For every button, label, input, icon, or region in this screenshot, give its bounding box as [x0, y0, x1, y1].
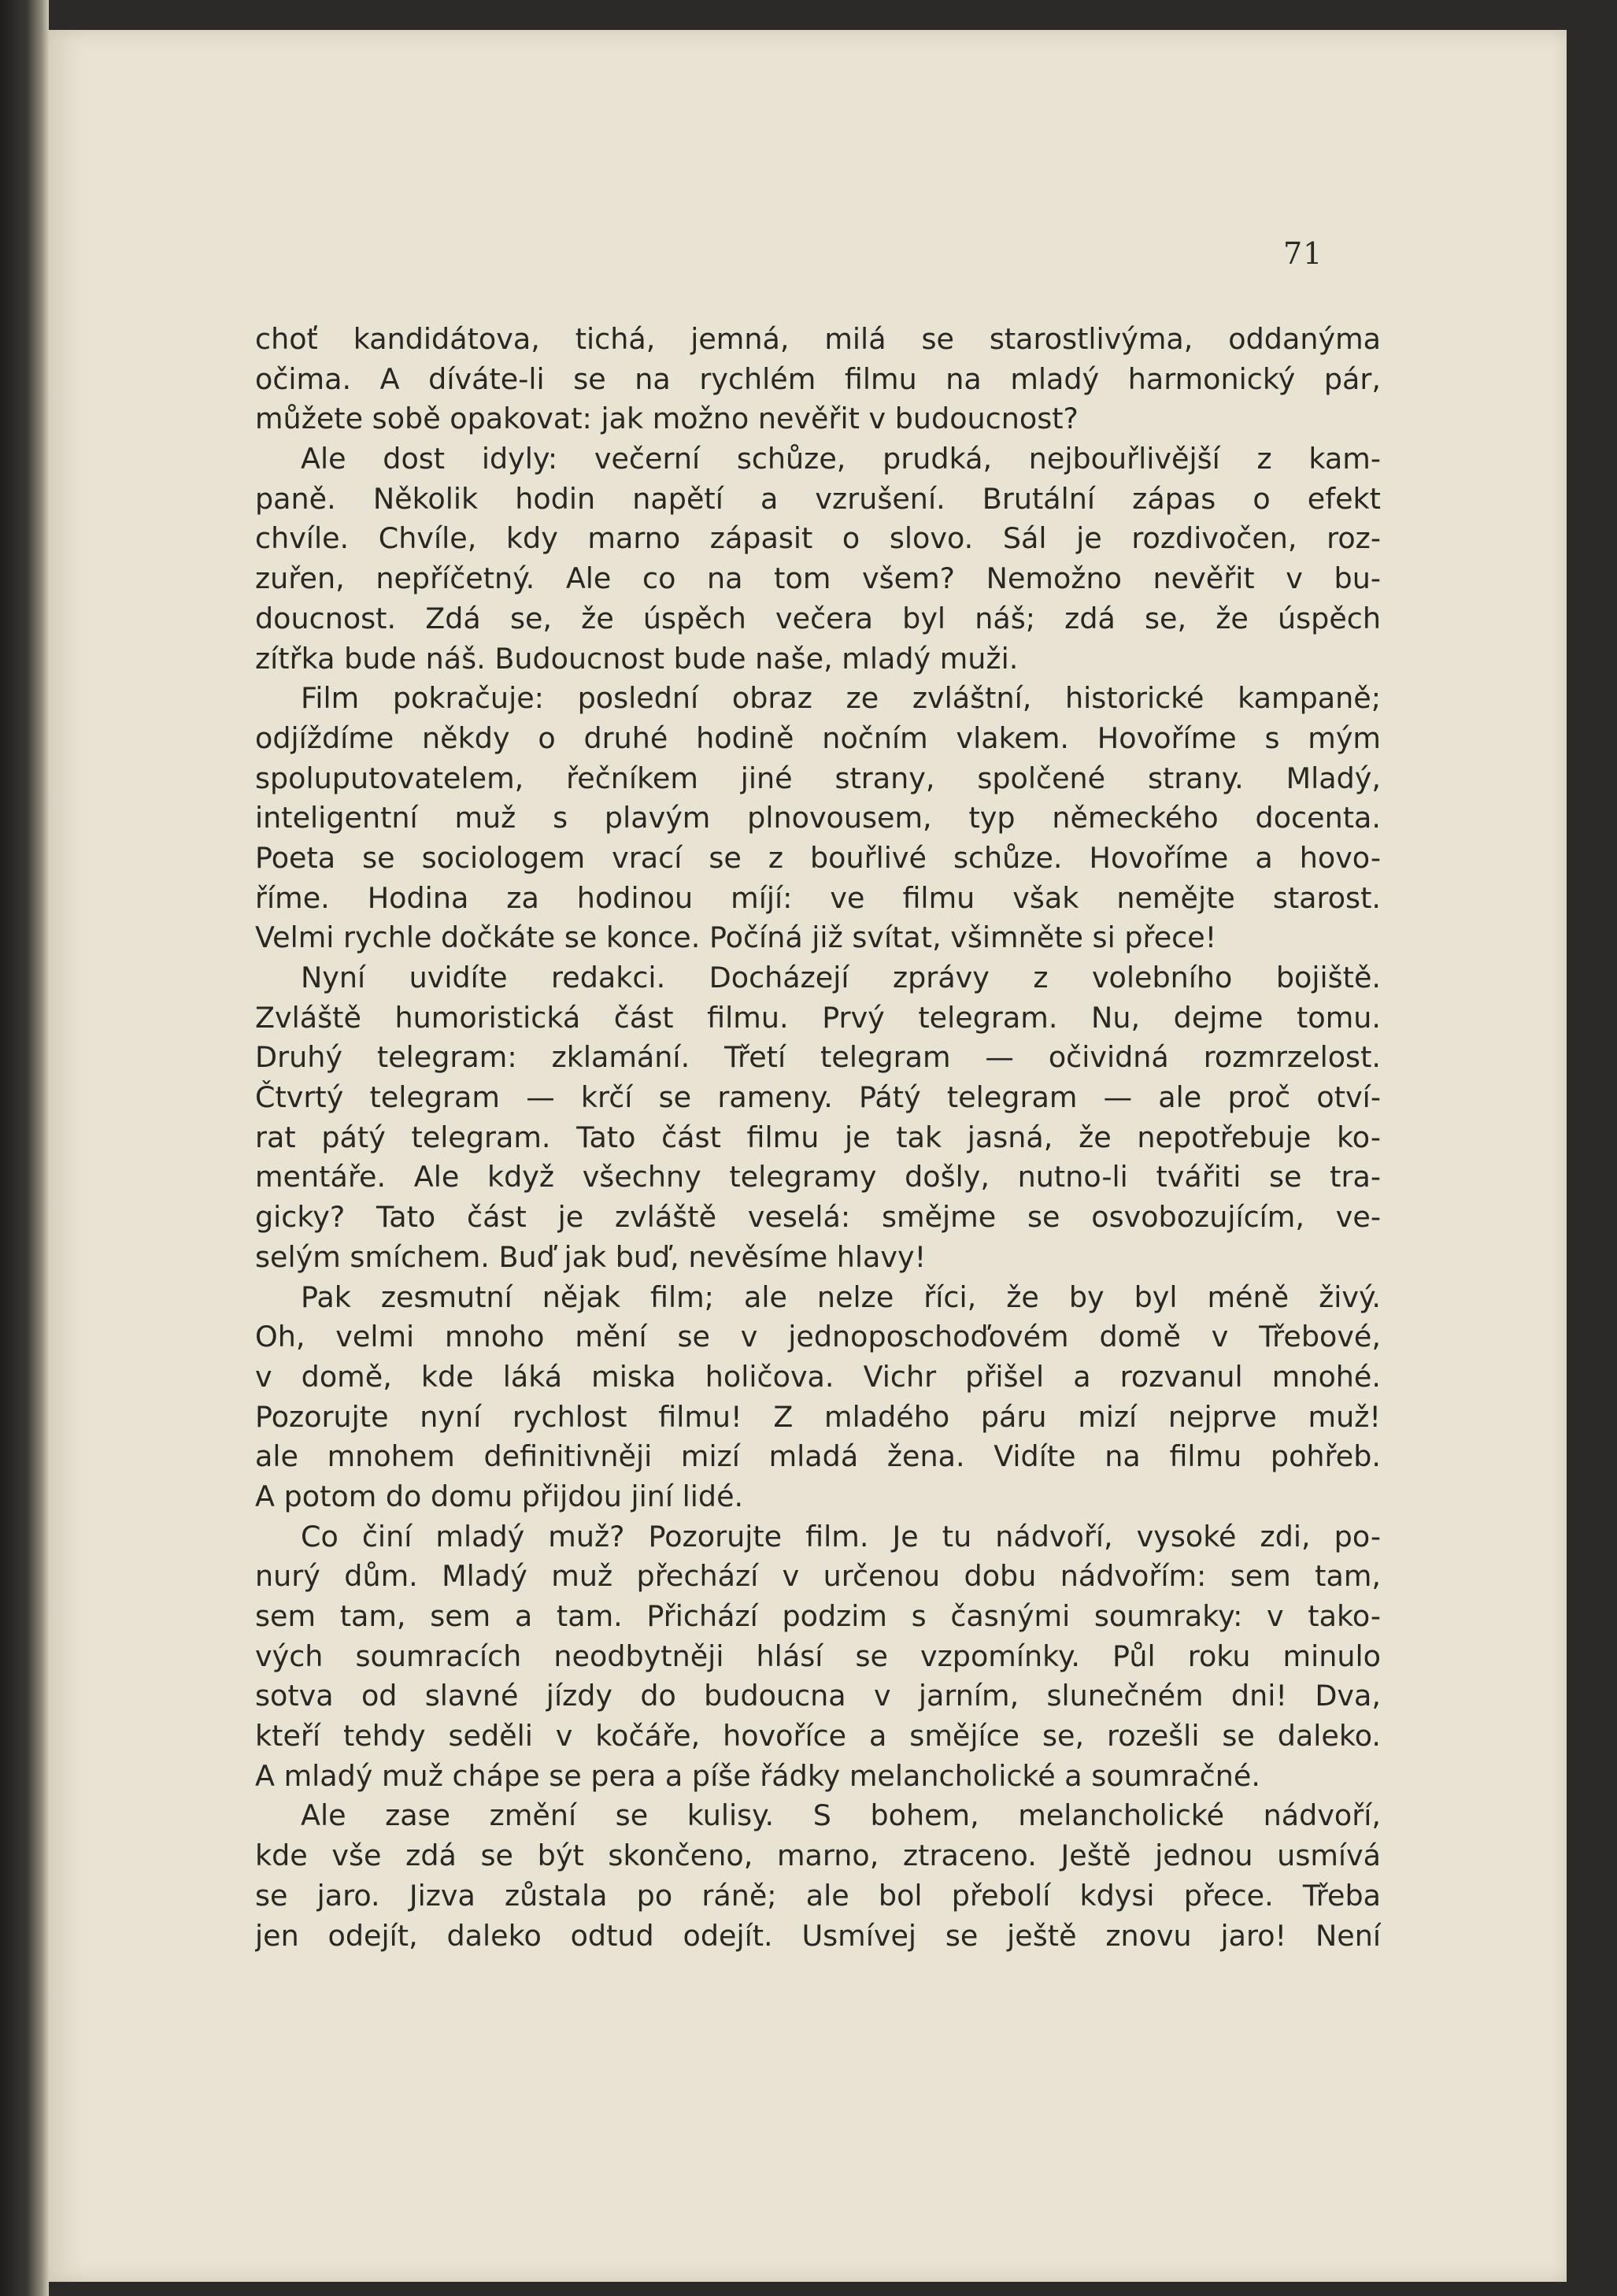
text-line: Film pokračuje: poslední obraz ze zvláštní, historické kampaně; — [301, 681, 1381, 716]
text-line: chvíle. Chvíle, kdy marno zápasit o slovo. Sál je rozdivočen, roz- — [255, 521, 1381, 556]
text-line: nurý dům. Mladý muž přechází v určenou dobu nádvořím: sem tam, — [255, 1559, 1381, 1594]
text-line: selým smíchem. Buď jak buď, nevěsíme hlavy! — [255, 1239, 927, 1274]
text-line: říme. Hodina za hodinou míjí: ve filmu však nemějte starost. — [255, 880, 1381, 915]
text-line: vých soumracích neodbytněji hlásí se vzpomínky. Půl roku minulo — [255, 1639, 1381, 1673]
text-line: doucnost. Zdá se, že úspěch večera byl náš; zdá se, že úspěch — [255, 601, 1381, 635]
text-line: choť kandidátova, tichá, jemná, milá se starostlivýma, oddanýma — [255, 322, 1381, 356]
text-line: sotva od slavné jízdy do budoucna v jarním, slunečném dni! Dva, — [255, 1679, 1381, 1713]
text-line: Velmi rychle dočkáte se konce. Počíná již svítat, všimněte si přece! — [255, 920, 1217, 955]
text-line: Zvláště humoristická část filmu. Prvý telegram. Nu, dejme tomu. — [255, 1000, 1381, 1035]
page-number: 71 — [1283, 236, 1323, 271]
text-line: sem tam, sem a tam. Přichází podzim s časnými soumraky: v tako- — [255, 1599, 1381, 1633]
text-line: A mladý muž chápe se pera a píše řádky melancholické a soumračné. — [255, 1758, 1260, 1793]
text-line: očima. A díváte-li se na rychlém filmu na mladý harmonický pár, — [255, 361, 1381, 396]
text-line: A potom do domu přijdou jiní lidé. — [255, 1479, 744, 1513]
text-line: rat pátý telegram. Tato část filmu je tak jasná, že nepotřebuje ko- — [255, 1120, 1381, 1154]
text-line: ale mnohem definitivněji mizí mladá žena. Vidíte na filmu pohřeb. — [255, 1439, 1381, 1474]
text-line: kde vše zdá se být skončeno, marno, ztraceno. Ještě jednou usmívá — [255, 1839, 1381, 1873]
text-line: paně. Několik hodin napětí a vzrušení. Brutální zápas o efekt — [255, 481, 1381, 516]
text-line: zítřka bude náš. Budoucnost bude naše, mladý muži. — [255, 641, 1019, 676]
text-line: Oh, velmi mnoho mění se v jednoposchoďovém domě v Třebové, — [255, 1320, 1381, 1354]
body-text — [255, 320, 1381, 1956]
text-line: v domě, kde láká miska holičova. Vichr přišel a rozvanul mnohé. — [255, 1359, 1381, 1394]
text-line: spoluputovatelem, řečníkem jiné strany, spolčené strany. Mladý, — [255, 761, 1381, 795]
text-line: Pozorujte nyní rychlost filmu! Z mladého páru mizí nejprve muž! — [255, 1399, 1381, 1434]
text-line: můžete sobě opakovat: jak možno nevěřit v budoucnost? — [255, 402, 1079, 436]
text-line: Ale zase změní se kulisy. S bohem, melancholické nádvoří, — [301, 1798, 1381, 1833]
text-line: Ale dost idyly: večerní schůze, prudká, nejbouřlivější z kam- — [301, 442, 1381, 476]
text-line: Druhý telegram: zklamání. Třetí telegram — očividná rozmrzelost. — [255, 1040, 1381, 1075]
text-line: odjíždíme někdy o druhé hodině nočním vlakem. Hovoříme s mým — [255, 720, 1381, 755]
text-line: jen odejít, daleko odtud odejít. Usmívej se ještě znovu jaro! Není — [255, 1918, 1381, 1953]
text-line: Pak zesmutní nějak film; ale nelze říci, že by byl méně živý. — [301, 1279, 1381, 1314]
book-page — [49, 30, 1567, 2282]
text-line: kteří tehdy seděli v kočáře, hovoříce a smějíce se, rozešli se daleko. — [255, 1719, 1381, 1753]
text-line: se jaro. Jizva zůstala po ráně; ale bol přebolí kdysi přece. Třeba — [255, 1878, 1381, 1913]
text-line: Poeta se sociologem vrací se z bouřlivé schůze. Hovoříme a hovo- — [255, 840, 1381, 875]
text-line: Čtvrtý telegram — krčí se rameny. Pátý telegram — ale proč otví- — [255, 1080, 1381, 1115]
text-line: inteligentní muž s plavým plnovousem, typ německého docenta. — [255, 801, 1381, 835]
text-line: Nyní uvidíte redakci. Docházejí zprávy z volebního bojiště. — [301, 961, 1381, 994]
book-binding-edge — [0, 0, 49, 2296]
text-line: zuřen, nepříčetný. Ale co na tom všem? Nemožno nevěřit v bu- — [255, 561, 1381, 596]
text-line: mentáře. Ale když všechny telegramy došly, nutno-li tvářiti se tra- — [255, 1160, 1381, 1194]
text-line: Co činí mladý muž? Pozorujte film. Je tu nádvoří, vysoké zdi, po- — [301, 1519, 1381, 1554]
text-line: gicky? Tato část je zvláště veselá: smějme se osvobozujícím, ve- — [255, 1200, 1381, 1235]
